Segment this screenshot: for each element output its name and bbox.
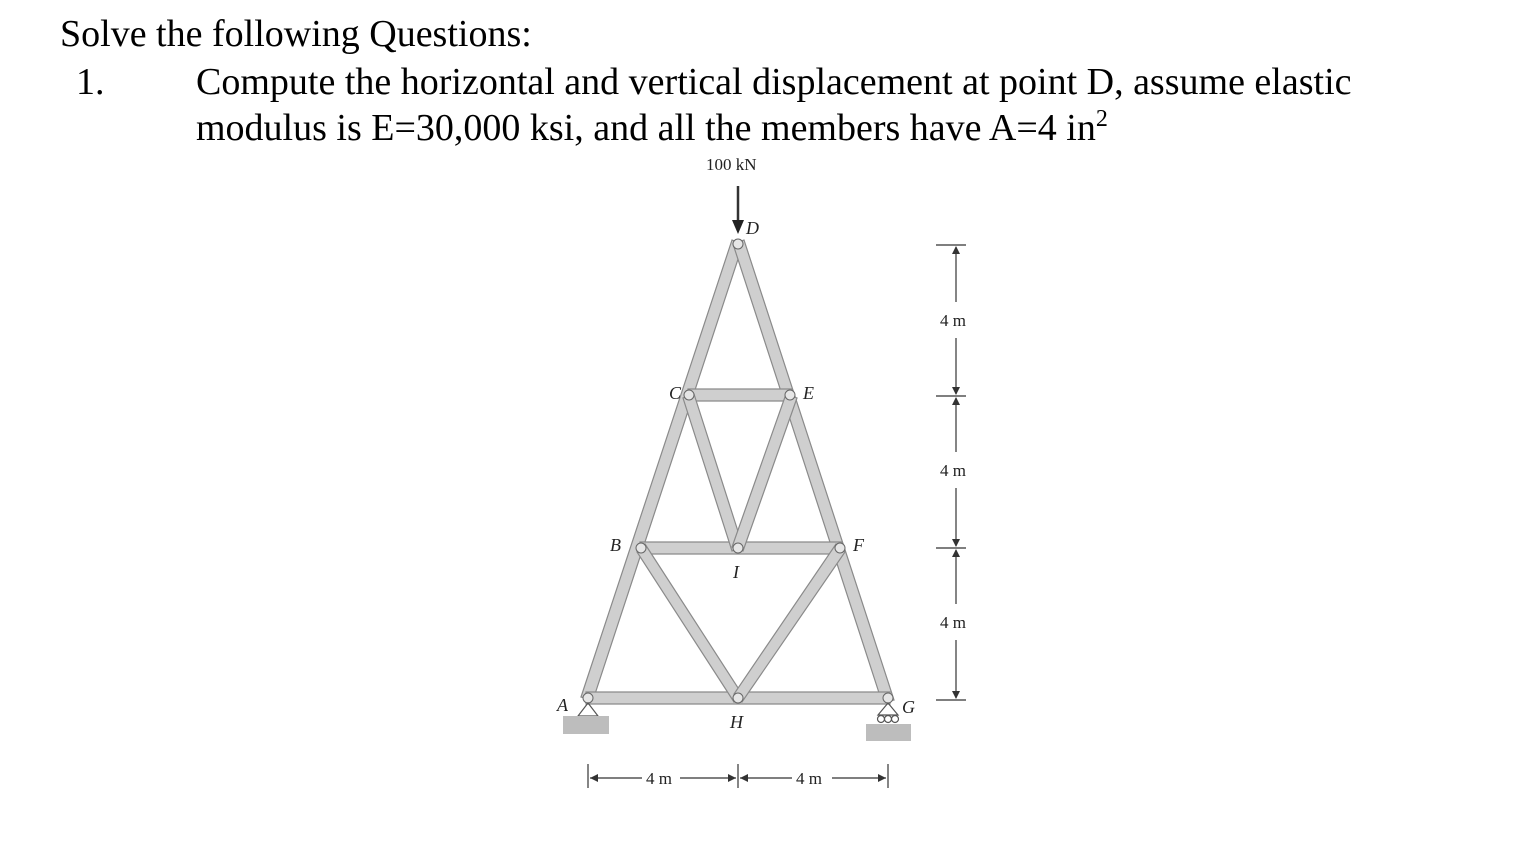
joint-label-F: F xyxy=(853,535,864,555)
joint-label-G: G xyxy=(902,697,915,717)
joint-label-I: I xyxy=(733,562,739,582)
member-BH xyxy=(637,544,742,702)
question-number: 1. xyxy=(76,61,105,103)
pin-C xyxy=(684,390,694,400)
truss-joints xyxy=(583,239,893,703)
joint-label-E: E xyxy=(803,383,814,403)
joint-label-A: A xyxy=(557,695,568,715)
dim-label-v3: 4 m xyxy=(940,613,966,632)
pin-B xyxy=(636,543,646,553)
joint-label-D: D xyxy=(746,218,759,238)
dim-label-h2: 4 m xyxy=(796,769,822,788)
question-text-line2-main: modulus is E=30,000 ksi, and all the members have A=4 in xyxy=(196,107,1096,149)
member-DG xyxy=(733,240,894,702)
dim-label-v2: 4 m xyxy=(940,461,966,480)
joint-label-H: H xyxy=(730,712,743,732)
pin-I xyxy=(733,543,743,553)
pin-E xyxy=(785,390,795,400)
member-CI xyxy=(683,394,743,551)
joint-label-B: B xyxy=(610,535,621,555)
member-CE xyxy=(688,389,792,401)
load-label: 100 kN xyxy=(706,155,757,174)
pin-F xyxy=(835,543,845,553)
member-EI xyxy=(732,394,797,551)
horizontal-dimensions xyxy=(588,764,888,788)
member-FH xyxy=(734,544,845,702)
area-unit-exponent: 2 xyxy=(1095,106,1108,132)
joint-label-C: C xyxy=(669,383,682,403)
question-text-line1: Compute the horizontal and vertical displacement at point D, assume elastic xyxy=(196,61,1352,103)
pin-G xyxy=(883,693,893,703)
truss-members xyxy=(581,240,894,704)
pin-H xyxy=(733,693,743,703)
load-arrow xyxy=(732,186,744,234)
pin-D xyxy=(733,239,743,249)
dim-label-v1: 4 m xyxy=(940,311,966,330)
dim-label-h1: 4 m xyxy=(646,769,672,788)
heading: Solve the following Questions: xyxy=(60,13,532,55)
pin-support-A xyxy=(563,703,609,734)
pin-A xyxy=(583,693,593,703)
